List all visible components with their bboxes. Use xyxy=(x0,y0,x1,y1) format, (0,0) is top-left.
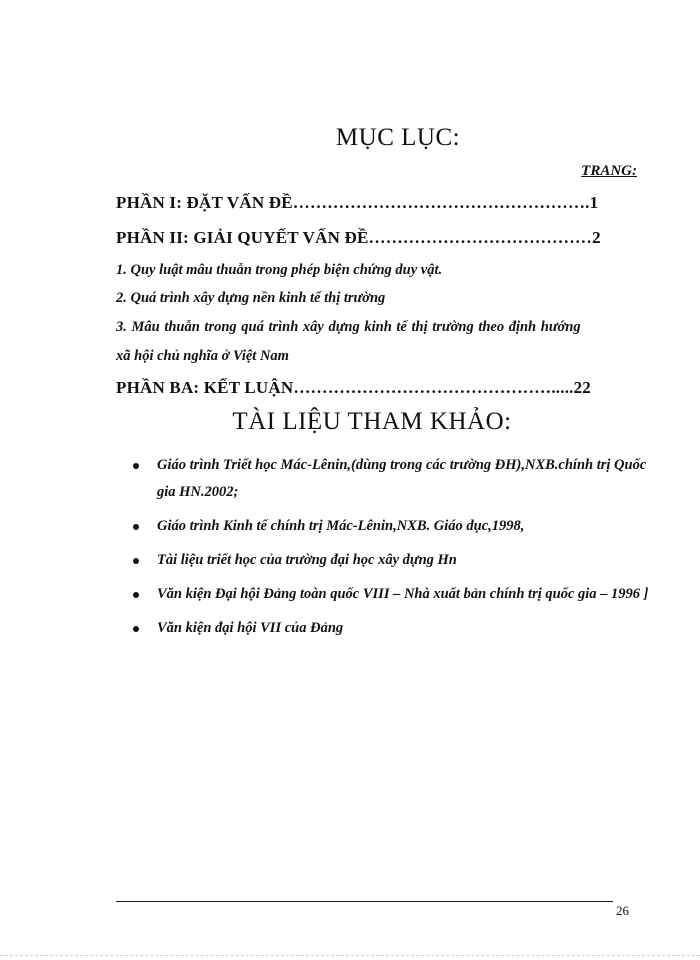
toc-part-1: PHẦN I: ĐẶT VẤN ĐỀ…………………………………………….1 xyxy=(116,193,599,212)
bullet-icon xyxy=(133,463,139,469)
bullet-icon xyxy=(133,558,139,564)
reference-item xyxy=(133,513,653,540)
reference-text: Giáo trình Kinh tế chính trị Mác-Lênin,NXB. Giáo dục,1998, xyxy=(157,518,525,534)
footer-divider xyxy=(116,901,613,902)
toc-part-2: PHẦN II: GIẢI QUYẾT VẤN ĐỀ…………………………………2 xyxy=(116,228,601,247)
references-list xyxy=(133,452,653,649)
toc-subsection-1: 1. Quy luật mâu thuẫn trong phép biện chứng duy vật. xyxy=(116,262,443,278)
bullet-icon xyxy=(133,626,139,632)
reference-item xyxy=(133,615,653,642)
toc-subsection-3-line-2: xã hội chủ nghĩa ở Việt Nam xyxy=(116,348,289,364)
bullet-icon xyxy=(133,592,139,598)
references-title: TÀI LIỆU THAM KHẢO: xyxy=(232,408,512,435)
bullet-icon xyxy=(133,524,139,530)
toc-subsection-2: 2. Quá trình xây dựng nền kinh tế thị trường xyxy=(116,290,386,306)
reference-text: Văn kiện đại hội VII của Đảng xyxy=(157,620,344,636)
page-edge-divider xyxy=(0,955,700,956)
reference-item xyxy=(133,581,653,608)
reference-item xyxy=(133,452,653,506)
toc-part-3: PHẦN BA: KẾT LUẬN……………………………………….....22 xyxy=(116,378,592,397)
reference-text: Văn kiện Đại hội Đảng toàn quốc VIII – Nhà xuất bản chính trị quốc gia – 1996 ] xyxy=(157,586,649,602)
toc-title: MỤC LỤC: xyxy=(335,124,461,151)
reference-item xyxy=(133,547,653,574)
page-number: 26 xyxy=(616,903,629,918)
reference-text: Giáo trình Triết học Mác-Lênin,(dùng trong các trường ĐH),NXB.chính trị Quốc gia HN.2002; xyxy=(157,457,647,500)
reference-text: Tài liệu triết học của trường đại học xây dựng Hn xyxy=(157,552,457,568)
page-column-label: TRANG: xyxy=(581,163,637,179)
toc-subsection-3-line-1: 3. Mâu thuẫn trong quá trình xây dựng kinh tế thị trường theo định hướng xyxy=(116,319,581,335)
